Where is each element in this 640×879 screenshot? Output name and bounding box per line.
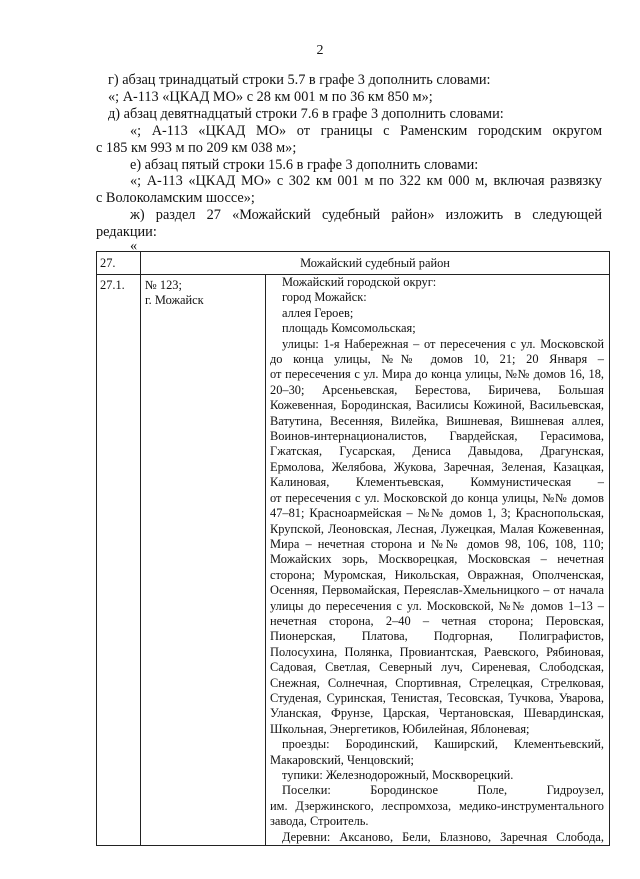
territory-line: Гжатская, Гусарская, Дениса Давыдова, Драгунская,: [270, 444, 604, 459]
territory-line: до конца улицы, №№ домов 10, 21; 20 Января –: [270, 352, 604, 367]
table-row: [97, 275, 610, 846]
section-number: 27.: [97, 252, 141, 275]
territory-cell: [266, 275, 610, 846]
territory-line: Ермолова, Желябова, Жукова, Заречная, Зеленая, Казацкая,: [270, 459, 604, 474]
territory-line: улицы: 1-я Набережная – от пересечения с ул. Московской: [282, 336, 604, 351]
territory-line: Можайских зорь, Москворецкая, Московская – нечетная: [270, 552, 604, 567]
page-number: 2: [316, 43, 324, 58]
paragraph-zh-line2: редакции:: [96, 224, 157, 240]
territory-line: от пересечения с ул. Московской до конца улицы, №№ домов: [270, 490, 604, 505]
territory-line: Деревни: Аксаново, Бели, Блазново, Заречная Слобода,: [282, 829, 604, 844]
territory-line: Макаровский, Ченцовский;: [270, 752, 415, 767]
paragraph-d-addition-line2: с 185 км 993 м по 209 км 038 м»;: [96, 140, 297, 156]
opening-quote: «: [130, 238, 138, 254]
territory-line: Поселки: Бородинское Поле, Гидроузел,: [282, 783, 604, 798]
territory-line: Садовая, Светлая, Северный луч, Сиреневая, Слободская,: [270, 660, 604, 675]
territory-line: Мира – нечетная сторона и №№ домов 98, 106, 108, 110;: [270, 536, 604, 551]
paragraph-g: г) абзац тринадцатый строки 5.7 в графе 3 дополнить словами:: [108, 72, 491, 88]
paragraph-e: е) абзац пятый строки 15.6 в графе 3 дополнить словами:: [130, 157, 479, 173]
paragraph-e-addition-line1: «; А-113 «ЦКАД МО» с 302 км 001 м по 322 км 000 м, включая развязку: [130, 173, 602, 189]
territory-line: Можайский городской округ:: [282, 275, 437, 289]
paragraph-zh-line1: ж) раздел 27 «Можайский судебный район» изложить в следующей: [130, 207, 602, 223]
territory-line: 47–81; Красноармейская – №№ домов 1, 3; Краснопольская,: [270, 506, 604, 521]
territory-line: Калиновая, Клементьевская, Коммунистическая –: [270, 475, 604, 490]
court-cell: [141, 275, 266, 846]
paragraph-g-addition: «; А-113 «ЦКАД МО» с 28 км 001 м по 36 км 850 м»;: [108, 89, 433, 105]
territory-line: улицы до пересечения с ул. Московской, №№ домов 1–13 –: [270, 598, 604, 613]
row-number: 27.1.: [97, 275, 141, 846]
territory-line: сторона; Муромская, Никольская, Овражная, Ополченская,: [270, 567, 604, 582]
territory-line: площадь Комсомольская;: [282, 321, 416, 336]
territory-line: город Можайск:: [282, 290, 367, 305]
paragraph-e-addition-line2: с Волоколамским шоссе»;: [96, 190, 255, 206]
paragraph-d: д) абзац девятнадцатый строки 7.6 в графе 3 дополнить словами:: [108, 106, 504, 122]
court-number: № 123;: [145, 278, 182, 292]
territory-line: Пионерская, Платова, Подгорная, Полиграфистов,: [270, 629, 604, 644]
territory-line: тупики: Железнодорожный, Москворецкий.: [282, 768, 514, 782]
territory-line: аллея Героев;: [282, 305, 354, 320]
territory-line: Ватутина, Весенняя, Вилейка, Вишневая, Вишневая аллея,: [270, 413, 604, 428]
court-districts-table: [96, 251, 610, 846]
territory-line: Школьная, Энергетиков, Юбилейная, Яблоневая;: [270, 721, 530, 736]
territory-line: нечетная сторона, 2–40 – четная сторона; Перовская,: [270, 613, 604, 628]
territory-line: им. Дзержинского, леспромхоза, медико-инструментального: [270, 798, 604, 813]
section-title: Можайский судебный район: [141, 252, 610, 275]
territory-line: Воинов-интернационалистов, Гвардейская, Герасимова,: [270, 429, 604, 444]
territory-line: Крупской, Леоновская, Лесная, Лужецкая, Малая Кожевенная,: [270, 521, 604, 536]
table-header-row: [97, 252, 610, 275]
territory-line: Кожевенная, Бородинская, Василисы Кожиной, Васильевская,: [270, 398, 604, 413]
territory-line: завода, Строитель.: [270, 814, 369, 829]
territory-line: Уланская, Фрунзе, Царская, Чертановская, Шевардинская,: [270, 706, 604, 721]
court-city: г. Можайск: [145, 293, 204, 308]
territory-line: проезды: Бородинский, Каширский, Клементьевский,: [282, 737, 604, 752]
territory-line: Полосухина, Полянка, Провиантская, Раевского, Рябиновая,: [270, 644, 604, 659]
territory-line: от пересечения с ул. Мира до конца улицы, №№ домов 16, 18,: [270, 367, 604, 382]
territory-line: Осенняя, Первомайская, Переяслав-Хмельницкого – от начала: [270, 583, 604, 598]
territory-line: 20–30; Арсеньевская, Берестова, Биричева, Большая: [270, 382, 604, 397]
paragraph-d-addition-line1: «; А-113 «ЦКАД МО» от границы с Раменским городским округом: [130, 123, 602, 139]
territory-line: Студеная, Суринская, Тенистая, Тесовская, Тучкова, Уварова,: [270, 690, 604, 705]
territory-line: Снежная, Солнечная, Спортивная, Стрелецкая, Стрелковая,: [270, 675, 604, 690]
